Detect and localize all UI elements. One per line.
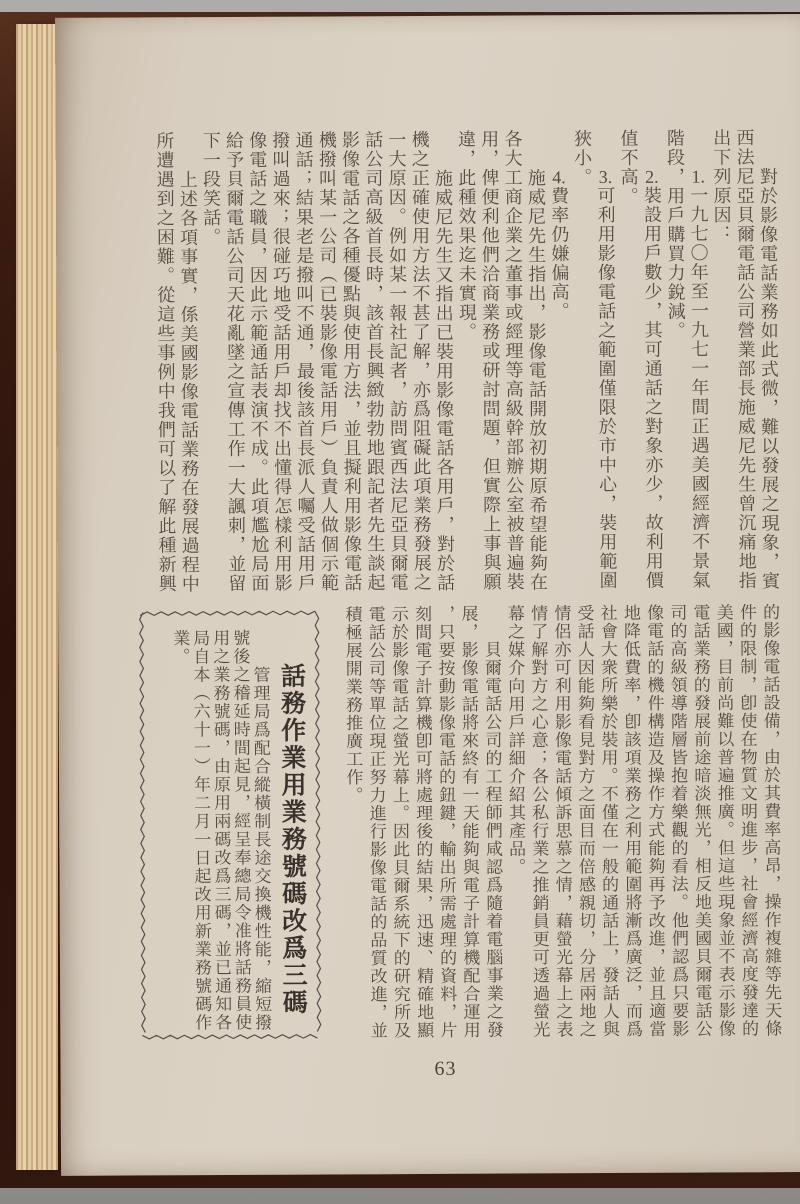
notice-box: [137, 609, 323, 1042]
page-number: 63: [434, 1057, 457, 1080]
paragraph-continuation: 的影像電話設備，由於其費率高昂，操作複雜等先天條件的限制，卽使在物質文明進步，社會經濟高度發達的美國，目前尚難以普遍推廣。但這些現象並不表示影像電話業務的發展前途暗淡無光，相反地美國貝爾電話公司的高級領導階層皆抱着樂觀的看法。他們認爲只要影像電話的機件構造及操作方式能夠再予改進，並且適當地降低費率，卽該項業務之利用範圍將漸爲廣泛，而爲社會大衆所樂於裝用。不僅在一般的通話上，發話人與受話人因能夠看見對方之面目而倍感親切，分居兩地之情侶亦可利用影像電話傾訴思慕之情，藉螢光幕上之表情了解對方之心意；各公私行業之推銷員更可透過螢光幕之媒介向用戶詳細介紹其產品。: [504, 603, 782, 1039]
item-text: 一九七〇年至一九七一年間正遇美國經濟不景氣階段，用戶購買力銳減。: [664, 128, 711, 590]
notice-box-title: 話務作業用業務號碼改爲三碼: [277, 662, 307, 1017]
border-right-zigzag: [315, 612, 321, 1032]
numbered-item: [547, 129, 573, 595]
notice-box-body: [169, 629, 271, 1038]
article-upper: [152, 128, 781, 597]
paragraph: 施威尼先生指出，影像電話開放初期原希望能夠在各大工商企業之董事或經理等高級幹部辦公室被普遍裝用，俾便利他們洽商業務或研討問題，但實際上事與願違，此種效果迄未實現。: [455, 129, 548, 592]
item-number: 2.: [645, 167, 659, 186]
notice-paragraph: 管理局爲配合縱橫制長途交換機性能，縮短撥號後之稽延時間起見，經呈奉總局令准將話務員使用之業務號碼，由原用兩碼改爲三碼，並已通知各局自本（六十一）年二月一日起改用新業務號碼作業。: [170, 628, 272, 1032]
numbered-item: [616, 129, 665, 595]
paragraph: 上述各項事實，係美國影像電話業務在發展過程中所遭遇到之困難。從這些事例中我們可以了解此種新興: [154, 131, 200, 594]
item-number: 4.: [552, 167, 566, 186]
paragraph: 對於影像電話業務如此式微，難以發展之現象，賓西法尼亞貝爾電話公司營業部長施威尼先生曾沉痛地指出下列原因：: [711, 128, 781, 591]
border-top-zigzag: [140, 611, 315, 615]
paragraph: 施威尼先生又指出已裝用影像電話各用戶，對於話機之正確使用方法不甚了解，亦爲阻礙此項業務發展之一大原因。例如某一報社記者，訪問賓西法尼亞貝爾電話公司高級首長時，該首長興緻勃勃地跟記者先生談起影像電話之各種優點與使用方法，並且擬利用影像電話機撥叫某一公司（已裝影像電話用戶）負責人做個示範通話；結果老是撥叫不通，最後該首長派人囑受話用戶撥叫過來；很碰巧地受話用戶却找不出懂得怎樣利用影像電話之職員，因此示範通話表演不成。此項尷尬局面給予貝爾電話公司天花亂墜之宣傳工作一大諷刺，並留下一段笑話。: [200, 129, 456, 594]
article-lower: [340, 603, 783, 1041]
numbered-item: [570, 129, 619, 595]
item-text: 可利用影像電話之範圍僅限於市中心，裝用範圍狹小。: [571, 129, 618, 590]
page-edges: [16, 24, 58, 1170]
item-number: 3.: [598, 167, 613, 186]
item-text: 費率仍嫌偏高。: [549, 185, 570, 321]
border-left-zigzag: [140, 612, 146, 1032]
item-text: 裝設用戶數少，其可通話之對象亦少，故利用價值不高。: [618, 128, 664, 590]
book-page: [55, 14, 800, 1176]
numbered-item: [663, 128, 712, 594]
paragraph: 貝爾電話公司的工程師們咸認爲隨着電腦事業之發展，影像電話將來終有一天能夠與電子計算機配合運用，只要按動影像電話的鈕鍵，輸出所需處理的資料，片刻間電子計算機卽可將處理後的結果，迅速、精確地顯示於影像電話之螢光幕上。因此貝爾系統下的研究所及電話公司等單位現正努力進行影像電話的品質改進，並積極展開業務推廣工作。: [342, 604, 503, 1040]
item-number: 1.: [691, 166, 706, 186]
